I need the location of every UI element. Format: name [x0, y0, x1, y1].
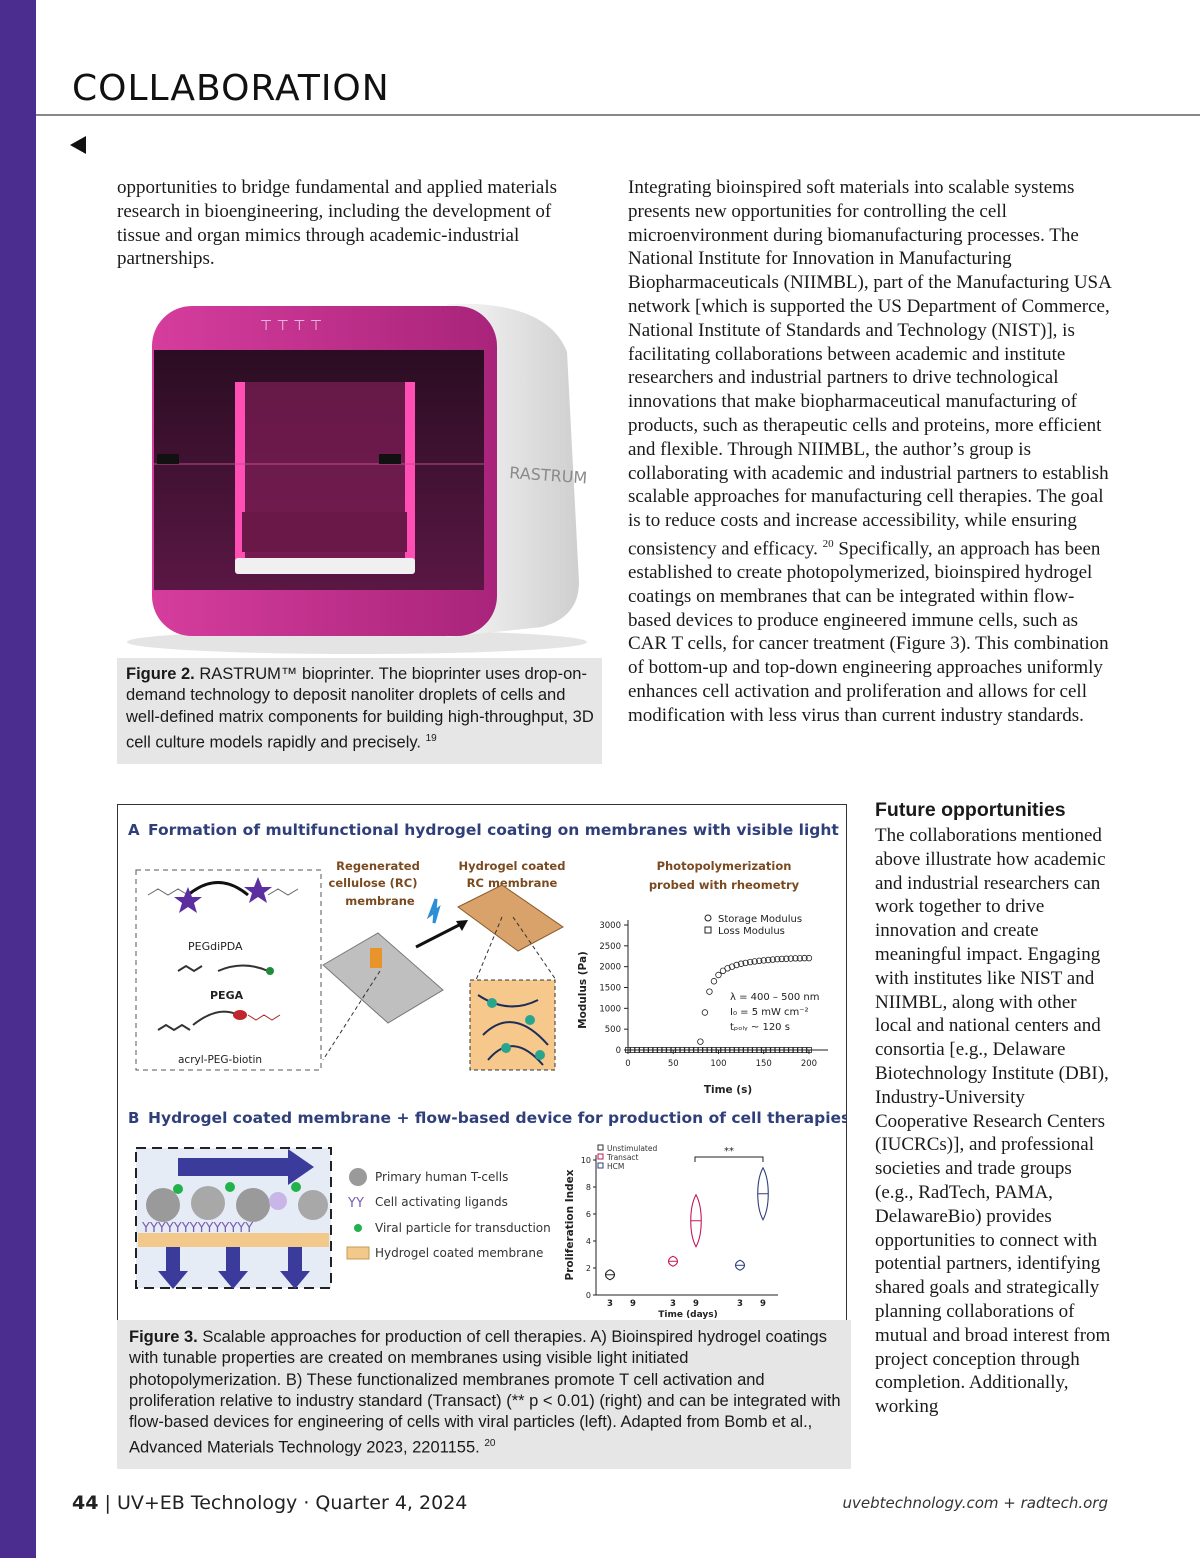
modulus-y-tick-label: 1500: [599, 983, 621, 994]
figure-3-graphic: [118, 805, 846, 1320]
proliferation-y-tick-label: 2: [585, 1264, 591, 1273]
membrane-sample-icon: [370, 948, 382, 968]
pegdipda-chain: [188, 883, 248, 896]
proliferation-y-tick-label: 4: [585, 1237, 591, 1246]
outflow-arrow-shaft: [166, 1247, 180, 1273]
legend-untreated: Unstimulated: [607, 1144, 658, 1153]
legend-storage-label: Storage Modulus: [718, 914, 803, 925]
svg-text:⊤ ⊤ ⊤ ⊤: ⊤ ⊤ ⊤ ⊤: [260, 318, 323, 334]
condition-wavelength: λ = 400 – 500 nm: [730, 992, 820, 1003]
rc-membrane-shape: [323, 933, 443, 1023]
col-photo-line2: probed with rheometry: [648, 878, 800, 892]
footer-publication: [72, 1492, 467, 1514]
tcell-icon: [191, 1186, 225, 1220]
proliferation-y-tick-label: 10: [580, 1156, 591, 1165]
col-hc-line1: Hydrogel coated: [458, 859, 566, 873]
proliferation-y-label: Proliferation Index: [564, 1169, 576, 1281]
future-paragraph: The collaborations mentioned above illustrate how academic and industrial researchers can work together to drive innovation and create meaningful impact. Engaging with institutes like NIST and NIIMBL, along with other local and national centers and consortia [e.g., Delaware Biotechnology Institute (DBI), Industry-University Cooperative Research Centers (IUCRCs)], and professional societies and trade groups (e.g., RadTech, PAMA, DelawareBio) provides opportunities to connect with potential partners, identifying shared goals and strategically planning collaborations of mutual and broad interest from project conception through completion. Additionally, working: [875, 825, 1111, 1418]
modulus-y-tick-label: 1000: [599, 1004, 621, 1015]
proliferation-x-tick-label: 9: [760, 1299, 766, 1309]
legend-storage-marker: [705, 915, 711, 921]
tcell-icon: [298, 1190, 328, 1220]
condition-intensity: I₀ = 5 mW cm⁻²: [730, 1007, 809, 1018]
right-paragraph-a: Integrating bioinspired soft materials into scalable systems presents new opportunities for controlling the cell microenvironment during biomanufacturing processes. The National Institute for Innovation in Manufacturing Biopharmaceuticals (NIIMBL), part of the Manufacturing USA network [which is supported the US Department of Commerce, National Institute of Standards and Technology (NIST)], is facilitating collaborations between academic and institute researchers and industrial partners to drive technological innovations that make biopharmaceutical manufacturing of products, such as therapeutic cells and proteins, more efficient and flexible. Through NIIMBL, the author’s group is collaborating with academic and industrial partners to establish scalable approaches for manufacturing cell therapies. The goal is to reduce costs and increase accessibility, while ensuring consistency and efficacy.: [628, 177, 1111, 560]
viral-legend-icon: [354, 1224, 362, 1232]
outflow-arrow-shaft: [288, 1247, 302, 1273]
modulus-x-tick-label: 100: [710, 1059, 727, 1069]
panel-a-title: Formation of multifunctional hydrogel coating on membranes with visible light: [148, 821, 839, 839]
star-icon: [174, 887, 202, 913]
proliferation-x-tick-label: 3: [607, 1299, 613, 1309]
legend-tcells: Primary human T-cells: [375, 1170, 509, 1184]
tcell-legend-icon: [349, 1168, 367, 1186]
figure-3-caption: [117, 1320, 851, 1469]
figure-3-ref: 20: [484, 1438, 496, 1450]
legend-hcm: HCM: [607, 1162, 625, 1171]
panel-b-letter: B: [128, 1109, 140, 1127]
crosslink-icon: [501, 1043, 511, 1053]
device-brand-label: RASTRUM: [508, 463, 588, 488]
figure-3-caption-text: Scalable approaches for production of cell therapies. A) Bioinspired hydrogel coatings with tunable properties are created on membranes using visible light initiated photopolymerization. B) These functionalized membranes promote T cell activation and proliferation relative to industry standard (Transact) (** p < 0.01) (right) and can be integrated with flow-based devices for engineering of cells with viral particles (left). Adapted from Bomb et al., Advanced Materials Technology 2023, 2201155.: [129, 1328, 841, 1457]
tcell-icon: [269, 1192, 287, 1210]
legend-viral: Viral particle for transduction: [375, 1221, 551, 1235]
crosslink-icon: [487, 998, 497, 1008]
viral-particle-icon: [291, 1182, 301, 1192]
flow-arrow-shaft: [178, 1158, 288, 1176]
hc-membrane-shape: [458, 885, 563, 951]
mol-pega: PEGA: [210, 989, 244, 1002]
pega-chain: [178, 966, 268, 972]
left-column-paragraph: opportunities to bridge fundamental and applied materials research in bioengineering, including the development of tissue and organ mimics through academic-industrial partnerships.: [117, 177, 558, 270]
storage-modulus-point: [707, 989, 713, 995]
proliferation-x-tick-label: 3: [737, 1299, 743, 1309]
ligand-legend-icon: YY: [348, 1196, 364, 1211]
mol-pegdipda: PEGdiPDA: [188, 940, 243, 953]
storage-modulus-point: [698, 1039, 704, 1045]
membrane-legend-icon: [347, 1247, 369, 1259]
proliferation-y-tick-label: 6: [585, 1210, 591, 1219]
page-number: 44: [72, 1492, 99, 1514]
modulus-x-tick-label: 50: [667, 1059, 679, 1069]
modulus-x-tick-label: 0: [625, 1059, 631, 1069]
panel-b-title: Hydrogel coated membrane + flow-based device for production of cell therapies: [148, 1109, 846, 1127]
proliferation-x-tick-label: 9: [630, 1299, 636, 1309]
significance-label: **: [724, 1146, 734, 1157]
molecule-end-icon: [266, 967, 274, 975]
future-heading: Future opportunities: [875, 799, 1066, 821]
modulus-chart: [577, 914, 828, 1096]
storage-modulus-point: [711, 978, 717, 984]
condition-time: tₚₒₗᵧ ~ 120 s: [730, 1022, 790, 1033]
significance-bracket: [695, 1157, 763, 1162]
legend-ligands: Cell activating ligands: [375, 1195, 508, 1209]
legend-loss-label: Loss Modulus: [718, 926, 785, 937]
bioprinter-image: [117, 282, 599, 656]
proliferation-chart: [564, 1144, 778, 1320]
back-arrow-icon[interactable]: [70, 136, 86, 154]
light-bolt-icon: [430, 899, 438, 923]
mol-biotin: acryl-PEG-biotin: [178, 1054, 263, 1066]
modulus-y-tick-label: 2000: [599, 962, 621, 973]
modulus-x-tick-label: 150: [755, 1059, 772, 1069]
footer-separator: |: [104, 1492, 111, 1514]
figure-3: [117, 804, 847, 1321]
sidebar-band: [0, 0, 36, 1558]
figure-2-ref: 19: [425, 732, 437, 744]
reaction-arrow: [416, 923, 463, 947]
figure-2-label: Figure 2.: [126, 665, 195, 683]
col-hc-line2: RC membrane: [466, 876, 558, 890]
legend-membrane: Hydrogel coated membrane: [375, 1246, 544, 1260]
panel-a-letter: A: [128, 821, 140, 839]
figure-3-label: Figure 3.: [129, 1328, 198, 1346]
col-rc-line1: Regenerated: [336, 859, 420, 873]
proliferation-x-label: Time (days): [658, 1310, 718, 1320]
footer-websites: uvebtechnology.com + radtech.org: [842, 1494, 1108, 1512]
modulus-y-tick-label: 2500: [599, 941, 621, 952]
biotin-tail: [248, 1015, 280, 1020]
legend-transact: Transact: [607, 1153, 639, 1162]
molecule-structure-1: [148, 889, 298, 895]
crosslink-icon: [525, 1015, 535, 1025]
right-column-paragraph: [628, 176, 1114, 728]
header-divider: [36, 114, 1200, 116]
star-icon: [244, 877, 272, 903]
figure-2-caption-text: RASTRUM™ bioprinter. The bioprinter uses drop-on-demand technology to deposit nanoliter droplets of cells and well-defined matrix components for building high-throughput, 3D cell culture models rapidly and precisely.: [126, 665, 594, 752]
modulus-x-label: Time (s): [703, 1084, 753, 1096]
proliferation-x-tick-label: 9: [693, 1299, 699, 1309]
legend-transact-marker: [598, 1154, 603, 1159]
storage-modulus-point: [716, 972, 722, 978]
modulus-y-label: Modulus (Pa): [577, 951, 589, 1029]
legend-loss-marker: [705, 927, 711, 933]
col-photo-line1: Photopolymerization: [656, 859, 792, 873]
legend-untreated-marker: [598, 1145, 603, 1150]
legend-hcm-marker: [598, 1163, 603, 1168]
molecules-box: [136, 870, 321, 1070]
modulus-y-tick-label: 3000: [599, 921, 621, 931]
proliferation-y-tick-label: 8: [585, 1183, 591, 1192]
tcell-icon: [236, 1188, 270, 1222]
right-paragraph-b: Specifically, an approach has been established to create photopolymerized, bioinspired hydrogel coatings on membranes that can be integrated within flow-based devices to produce engineered immune cells, such as CAR T cells, for cancer treatment (Figure 3). This combination of bottom-up and top-down engineering approaches uniformly enhances cell activation and proliferation and allows for cell modification with less virus than current industry standards.: [628, 538, 1109, 726]
reference-20: 20: [822, 537, 834, 550]
proliferation-x-tick-label: 3: [670, 1299, 676, 1309]
publication-name: UV+EB Technology · Quarter 4, 2024: [116, 1492, 468, 1514]
viral-particle-icon: [173, 1184, 183, 1194]
col-rc-line3: membrane: [345, 894, 415, 908]
viral-particle-icon: [225, 1182, 235, 1192]
modulus-y-tick-label: 500: [604, 1025, 621, 1036]
figure-2-caption: [117, 658, 602, 764]
col-rc-line2: cellulose (RC): [328, 876, 418, 890]
outflow-arrow-shaft: [226, 1247, 240, 1273]
proliferation-y-tick-label: 0: [585, 1291, 591, 1300]
crosslink-icon: [535, 1050, 545, 1060]
modulus-y-tick-label: 0: [615, 1046, 621, 1056]
biotin-icon: [233, 1010, 247, 1020]
biotin-chain: [158, 1012, 238, 1030]
storage-modulus-point: [702, 1010, 708, 1016]
tcell-icon: [146, 1188, 180, 1222]
section-title: COLLABORATION: [72, 68, 390, 109]
modulus-x-tick-label: 200: [800, 1059, 818, 1069]
ligands-row: YYYYYYYYYYYYYY: [142, 1221, 254, 1236]
